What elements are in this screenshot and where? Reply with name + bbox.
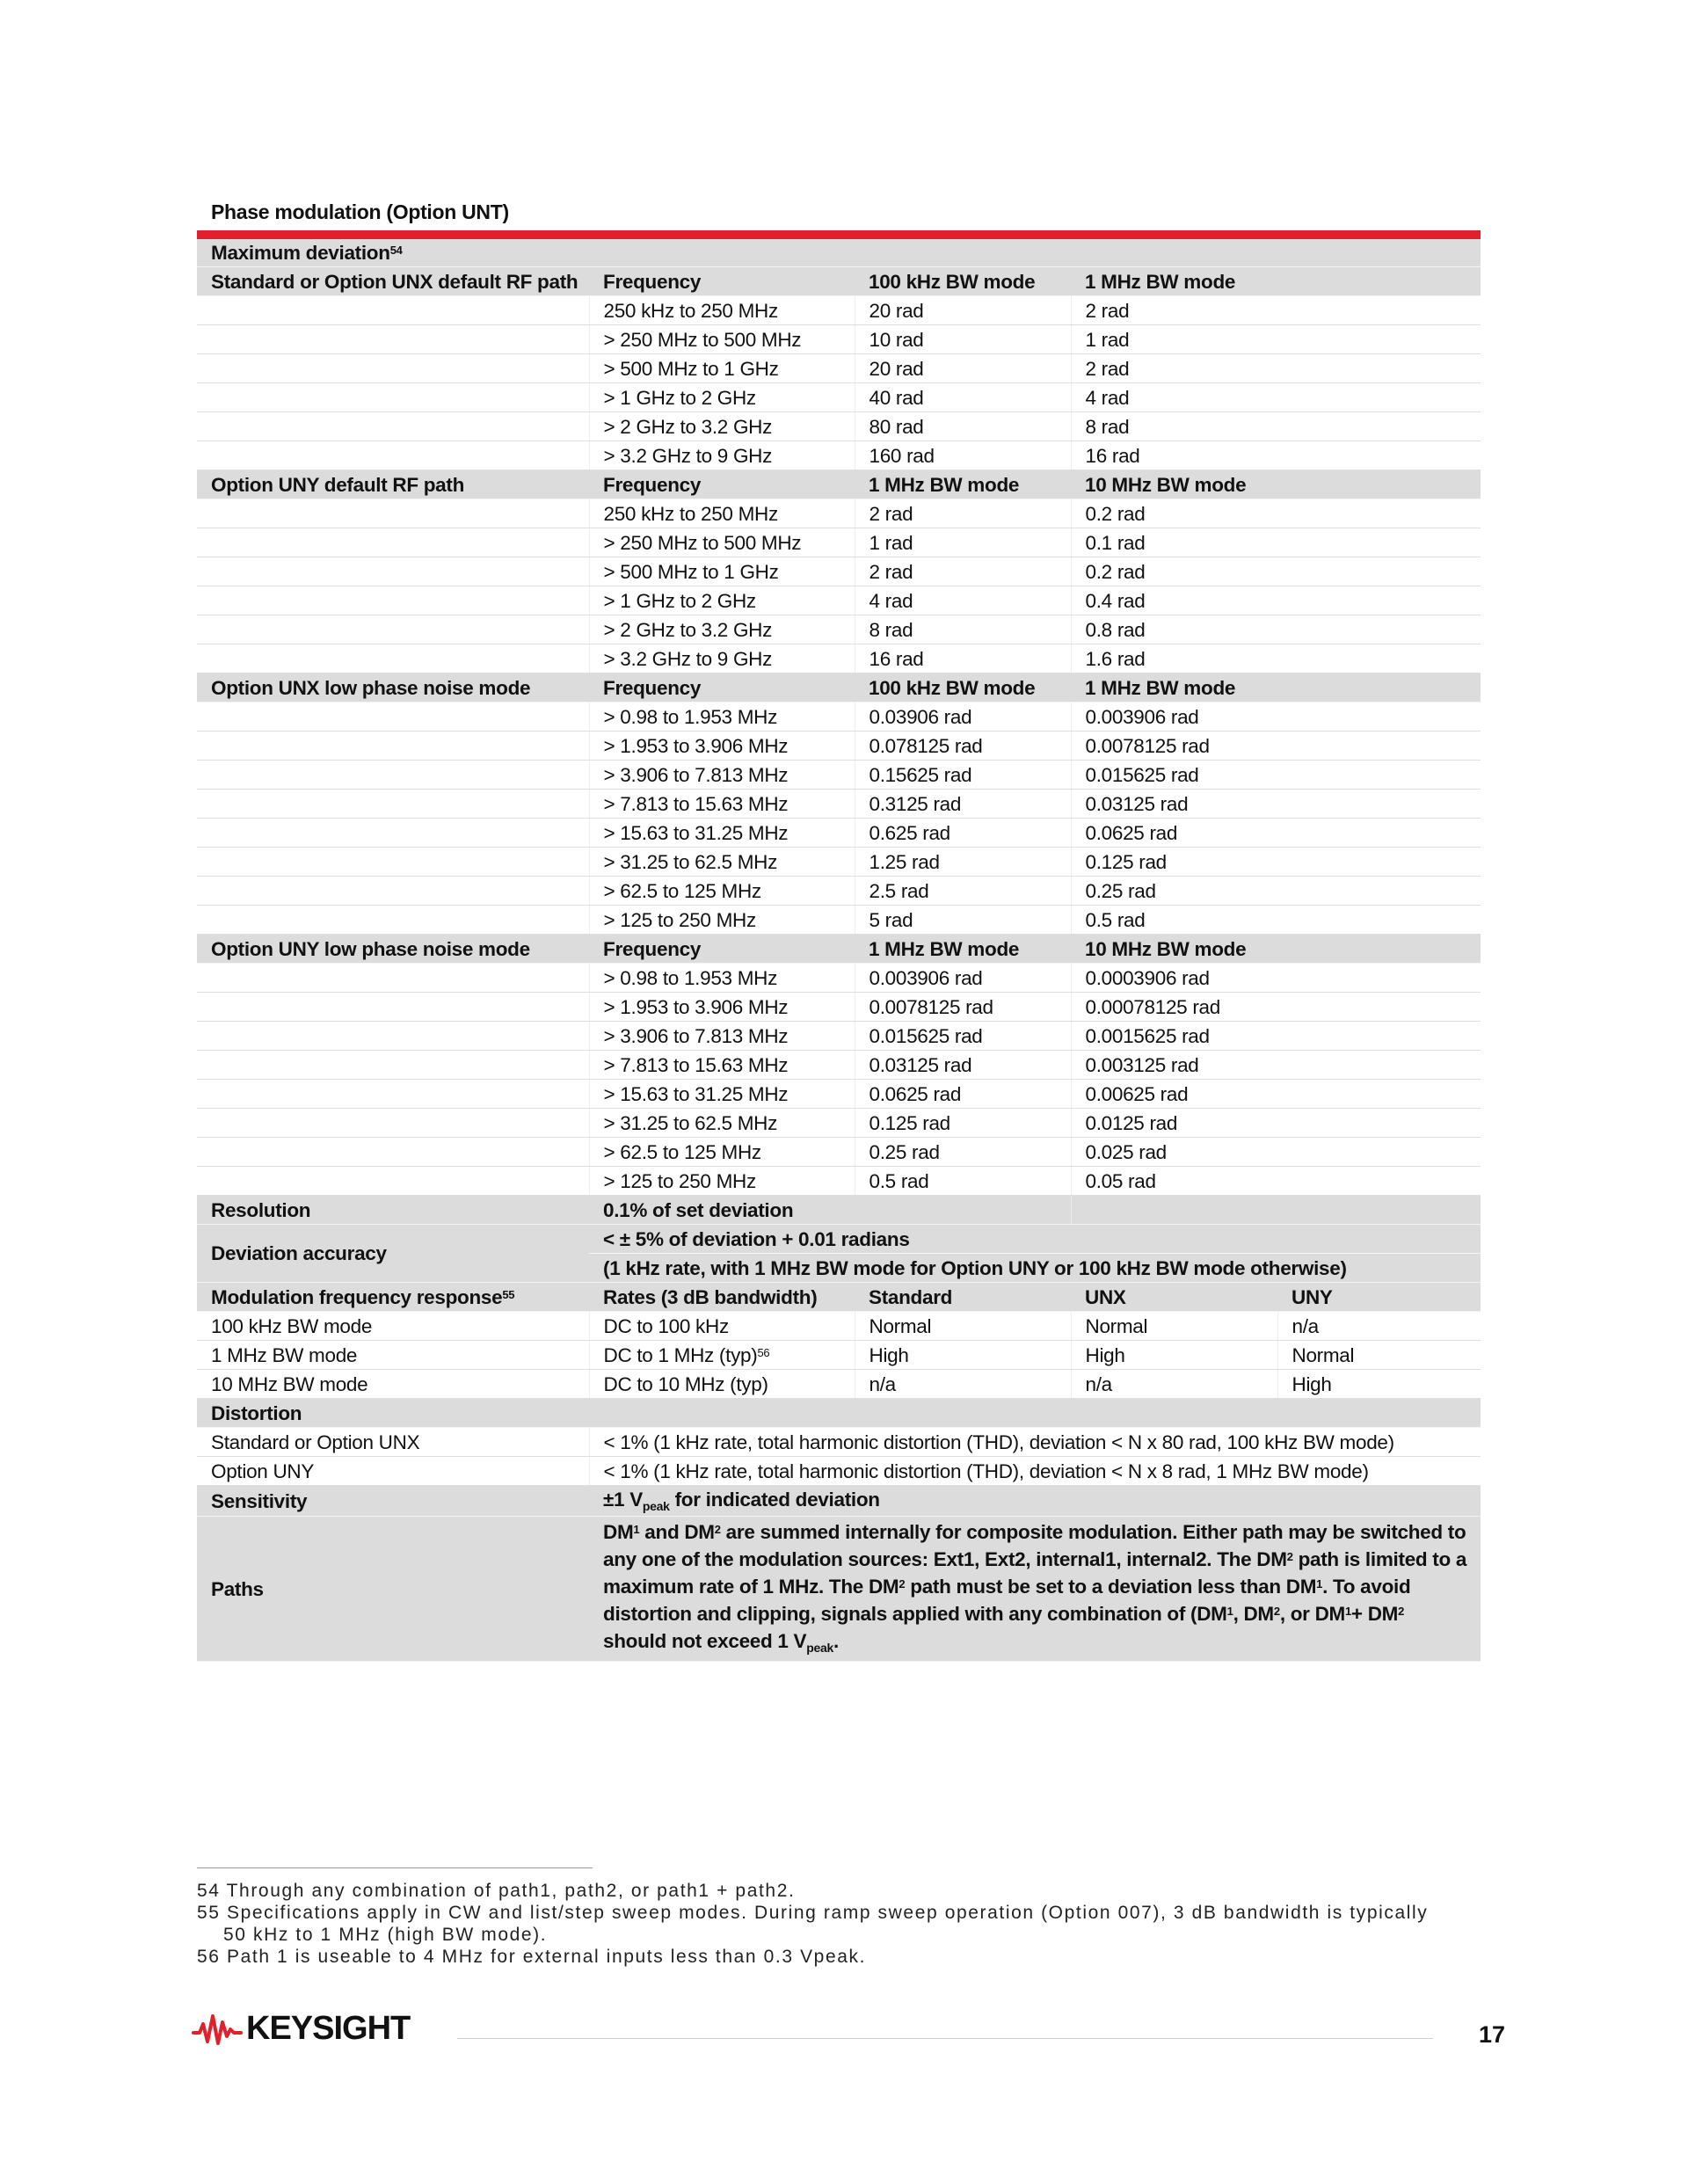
frequency-cell: > 1 GHz to 2 GHz xyxy=(589,586,855,615)
value-cell: 0.25 rad xyxy=(855,1138,1071,1167)
value-cell: 4 rad xyxy=(855,586,1071,615)
value-cell: 0.003906 rad xyxy=(1071,703,1481,732)
value-cell: 0.003906 rad xyxy=(855,964,1071,993)
footnote-rule xyxy=(197,1867,593,1868)
column-header: UNX xyxy=(1071,1283,1277,1312)
column-header: UNY xyxy=(1277,1283,1481,1312)
frequency-cell: 250 kHz to 250 MHz xyxy=(589,499,855,528)
section-header-row xyxy=(197,935,1481,964)
table-row xyxy=(197,1457,1481,1486)
value-cell: 0.625 rad xyxy=(855,819,1071,848)
section-label: Option UNY default RF path xyxy=(197,470,589,499)
frequency-cell: > 250 MHz to 500 MHz xyxy=(589,528,855,557)
table-row xyxy=(197,1109,1481,1138)
empty-cell xyxy=(197,412,589,441)
footnote-ref: 54 xyxy=(389,244,403,257)
value-cell: 0.1 rad xyxy=(1071,528,1481,557)
empty-cell xyxy=(197,1022,589,1051)
table-row xyxy=(197,528,1481,557)
value-cell: 0.015625 rad xyxy=(1071,761,1481,790)
column-header: Frequency xyxy=(589,673,855,703)
bw-mode-cell: 10 MHz BW mode xyxy=(197,1370,589,1399)
value-cell: 0.4 rad xyxy=(1071,586,1481,615)
column-header: 100 kHz BW mode xyxy=(855,673,1071,703)
column-header: 10 MHz BW mode xyxy=(1071,935,1481,964)
sensitivity-value: ±1 $V_{peak}$ for indicated deviation xyxy=(589,1486,1481,1517)
footnote-ref: 56 xyxy=(757,1345,770,1359)
value-cell: 40 rad xyxy=(855,383,1071,412)
value-cell: 10 rad xyxy=(855,325,1071,354)
modfreq-header-row xyxy=(197,1283,1481,1312)
value-cell: 20 rad xyxy=(855,354,1071,383)
section-label: Option UNX low phase noise mode xyxy=(197,673,589,703)
paths-label: Paths xyxy=(197,1517,589,1662)
empty-cell xyxy=(197,790,589,819)
value-cell: 2.5 rad xyxy=(855,877,1071,906)
value-cell: 5 rad xyxy=(855,906,1071,935)
empty-cell xyxy=(197,761,589,790)
uny-cell: High xyxy=(1277,1370,1481,1399)
footnotes xyxy=(197,1880,1481,1968)
column-header: 100 kHz BW mode xyxy=(855,267,1071,296)
table-row xyxy=(197,296,1481,325)
empty-cell xyxy=(197,1080,589,1109)
accuracy-label: Deviation accuracy xyxy=(197,1225,589,1283)
column-header: Rates (3 dB bandwidth) xyxy=(589,1283,855,1312)
table-row xyxy=(197,761,1481,790)
empty-cell xyxy=(197,354,589,383)
value-cell: 0.2 rad xyxy=(1071,499,1481,528)
value-cell: 0.125 rad xyxy=(1071,848,1481,877)
distortion-option-label: Standard or Option UNX xyxy=(197,1428,589,1457)
distortion-header-row xyxy=(197,1399,1481,1428)
frequency-cell: > 31.25 to 62.5 MHz xyxy=(589,1109,855,1138)
section-header-row xyxy=(197,673,1481,703)
empty-cell xyxy=(197,644,589,673)
value-cell: 0.05 rad xyxy=(1071,1167,1481,1196)
table-row xyxy=(197,441,1481,470)
bw-mode-cell: 100 kHz BW mode xyxy=(197,1312,589,1341)
paths-value: $DM^1$ and $DM^2$ are summed internally for composite modulation. Either path may be switched to any one of the modulation sources: Ext1, Ext2, internal1, internal2. The $DM^2$ path is limited to a maximum rate of 1 MHz. The $DM^2$ path must be set to a deviation less than $DM^1$. To avoid distortion and clipping, signals applied with any combination of ($DM^1$, $DM^2$, or $DM^1+ DM^2$ should not exceed 1 $V_{peak}$. xyxy=(589,1517,1481,1662)
sensitivity-row xyxy=(197,1486,1481,1517)
standard-cell: High xyxy=(855,1341,1071,1370)
value-cell: 0.00625 rad xyxy=(1071,1080,1481,1109)
frequency-cell: > 1 GHz to 2 GHz xyxy=(589,383,855,412)
value-cell: 1 rad xyxy=(1071,325,1481,354)
column-header: 1 MHz BW mode xyxy=(1071,673,1481,703)
value-cell: 0.15625 rad xyxy=(855,761,1071,790)
modfreq-label: Modulation frequency response$^{55}$ xyxy=(197,1283,589,1312)
value-cell: 0.0015625 rad xyxy=(1071,1022,1481,1051)
table-row xyxy=(197,1312,1481,1341)
standard-cell: Normal xyxy=(855,1312,1071,1341)
value-cell: 0.5 rad xyxy=(855,1167,1071,1196)
value-cell: 20 rad xyxy=(855,296,1071,325)
table-row xyxy=(197,1051,1481,1080)
empty-cell xyxy=(1071,1196,1481,1225)
sensitivity-label: Sensitivity xyxy=(197,1486,589,1517)
column-header: Standard xyxy=(855,1283,1071,1312)
frequency-cell: > 62.5 to 125 MHz xyxy=(589,877,855,906)
footnote-54: 54 Through any combination of path1, path2, or path1 + path2. xyxy=(197,1881,796,1901)
footnote-55: 55 Specifications apply in CW and list/step sweep modes. During ramp sweep operation (Option 007), 3 dB bandwidth is typically xyxy=(197,1903,1429,1923)
table-row xyxy=(197,790,1481,819)
frequency-cell: > 7.813 to 15.63 MHz xyxy=(589,790,855,819)
column-header: 10 MHz BW mode xyxy=(1071,470,1481,499)
value-cell: 0.8 rad xyxy=(1071,615,1481,644)
table-row xyxy=(197,703,1481,732)
footnote-55-continued: 50 kHz to 1 MHz (high BW mode). xyxy=(223,1925,548,1945)
rate-cell: DC to 100 kHz xyxy=(589,1312,855,1341)
column-header: Frequency xyxy=(589,470,855,499)
unx-cell: Normal xyxy=(1071,1312,1277,1341)
table-row xyxy=(197,615,1481,644)
value-cell: 0.025 rad xyxy=(1071,1138,1481,1167)
column-header: Frequency xyxy=(589,935,855,964)
column-header: 1 MHz BW mode xyxy=(1071,267,1481,296)
frequency-cell: > 3.906 to 7.813 MHz xyxy=(589,761,855,790)
empty-cell xyxy=(197,906,589,935)
resolution-label: Resolution xyxy=(197,1196,589,1225)
value-cell: 1.6 rad xyxy=(1071,644,1481,673)
table-row xyxy=(197,412,1481,441)
frequency-cell: > 125 to 250 MHz xyxy=(589,906,855,935)
empty-cell xyxy=(197,1138,589,1167)
frequency-cell: > 250 MHz to 500 MHz xyxy=(589,325,855,354)
value-cell: 0.0625 rad xyxy=(1071,819,1481,848)
empty-cell xyxy=(197,1051,589,1080)
footnote-56: 56 Path 1 is useable to 4 MHz for external inputs less than 0.3 Vpeak. xyxy=(197,1947,867,1967)
value-cell: 0.5 rad xyxy=(1071,906,1481,935)
value-cell: 4 rad xyxy=(1071,383,1481,412)
spec-table xyxy=(197,239,1481,1662)
value-cell: 16 rad xyxy=(1071,441,1481,470)
frequency-cell: > 0.98 to 1.953 MHz xyxy=(589,703,855,732)
frequency-cell: > 2 GHz to 3.2 GHz xyxy=(589,615,855,644)
empty-cell xyxy=(197,703,589,732)
footer-rule xyxy=(457,2038,1433,2039)
empty-cell xyxy=(197,325,589,354)
empty-cell xyxy=(197,296,589,325)
distortion-value: < 1% (1 kHz rate, total harmonic distortion (THD), deviation < N x 8 rad, 1 MHz BW mode) xyxy=(589,1457,1481,1486)
empty-cell xyxy=(197,383,589,412)
resolution-value: 0.1% of set deviation xyxy=(589,1196,1071,1225)
max-deviation-row xyxy=(197,239,1481,267)
table-row xyxy=(197,732,1481,761)
value-cell: 0.03125 rad xyxy=(855,1051,1071,1080)
empty-cell xyxy=(197,877,589,906)
empty-cell xyxy=(197,964,589,993)
empty-cell xyxy=(197,441,589,470)
standard-cell: n/a xyxy=(855,1370,1071,1399)
frequency-cell: > 7.813 to 15.63 MHz xyxy=(589,1051,855,1080)
value-cell: 0.0078125 rad xyxy=(1071,732,1481,761)
column-header: Frequency xyxy=(589,267,855,296)
table-row xyxy=(197,964,1481,993)
table-row xyxy=(197,557,1481,586)
value-cell: 160 rad xyxy=(855,441,1071,470)
table-row xyxy=(197,1167,1481,1196)
rate-cell: DC to 10 MHz (typ) xyxy=(589,1370,855,1399)
value-cell: 1.25 rad xyxy=(855,848,1071,877)
value-cell: 0.0078125 rad xyxy=(855,993,1071,1022)
value-cell: 16 rad xyxy=(855,644,1071,673)
footnote-ref: 55 xyxy=(502,1287,515,1301)
frequency-cell: > 3.2 GHz to 9 GHz xyxy=(589,441,855,470)
frequency-cell: > 31.25 to 62.5 MHz xyxy=(589,848,855,877)
value-cell: 2 rad xyxy=(855,499,1071,528)
table-row xyxy=(197,1370,1481,1399)
value-cell: 0.0003906 rad xyxy=(1071,964,1481,993)
value-cell: 0.0125 rad xyxy=(1071,1109,1481,1138)
unx-cell: High xyxy=(1071,1341,1277,1370)
frequency-cell: > 1.953 to 3.906 MHz xyxy=(589,732,855,761)
table-row xyxy=(197,1341,1481,1370)
table-row xyxy=(197,644,1481,673)
frequency-cell: > 125 to 250 MHz xyxy=(589,1167,855,1196)
table-row xyxy=(197,586,1481,615)
value-cell: 0.0625 rad xyxy=(855,1080,1071,1109)
value-cell: 0.3125 rad xyxy=(855,790,1071,819)
empty-cell xyxy=(197,499,589,528)
value-cell: 8 rad xyxy=(1071,412,1481,441)
empty-cell xyxy=(197,732,589,761)
frequency-cell: 250 kHz to 250 MHz xyxy=(589,296,855,325)
empty-cell xyxy=(197,993,589,1022)
frequency-cell: > 3.2 GHz to 9 GHz xyxy=(589,644,855,673)
section-label: Standard or Option UNX default RF path xyxy=(197,267,589,296)
frequency-cell: > 15.63 to 31.25 MHz xyxy=(589,819,855,848)
distortion-option-label: Option UNY xyxy=(197,1457,589,1486)
value-cell: 0.25 rad xyxy=(1071,877,1481,906)
value-cell: 0.015625 rad xyxy=(855,1022,1071,1051)
rate-cell: DC to 1 MHz (typ)$^{56}$ xyxy=(589,1341,855,1370)
value-cell: 0.03906 rad xyxy=(855,703,1071,732)
empty-cell xyxy=(197,819,589,848)
distortion-value: < 1% (1 kHz rate, total harmonic distortion (THD), deviation < N x 80 rad, 100 kHz BW mode) xyxy=(589,1428,1481,1457)
table-row xyxy=(197,993,1481,1022)
empty-cell xyxy=(197,586,589,615)
keysight-wave-icon xyxy=(192,2012,243,2047)
section-header-row xyxy=(197,267,1481,296)
table-row xyxy=(197,1428,1481,1457)
value-cell: 2 rad xyxy=(1071,296,1481,325)
table-row xyxy=(197,325,1481,354)
accuracy-line-2: (1 kHz rate, with 1 MHz BW mode for Option UNY or 100 kHz BW mode otherwise) xyxy=(589,1254,1481,1283)
table-row xyxy=(197,383,1481,412)
empty-cell xyxy=(197,848,589,877)
frequency-cell: > 500 MHz to 1 GHz xyxy=(589,354,855,383)
page-number: 17 xyxy=(1479,2021,1506,2048)
resolution-row xyxy=(197,1196,1481,1225)
value-cell: 0.2 rad xyxy=(1071,557,1481,586)
keysight-logo xyxy=(192,2010,410,2048)
value-cell: 1 rad xyxy=(855,528,1071,557)
empty-cell xyxy=(197,1167,589,1196)
uny-cell: Normal xyxy=(1277,1341,1481,1370)
max-deviation-label: Maximum deviation$^{54}$ xyxy=(197,239,1481,267)
table-row xyxy=(197,848,1481,877)
frequency-cell: > 500 MHz to 1 GHz xyxy=(589,557,855,586)
accuracy-row xyxy=(197,1225,1481,1254)
empty-cell xyxy=(197,615,589,644)
table-row xyxy=(197,906,1481,935)
value-cell: 80 rad xyxy=(855,412,1071,441)
empty-cell xyxy=(197,528,589,557)
table-row xyxy=(197,1138,1481,1167)
value-cell: 0.00078125 rad xyxy=(1071,993,1481,1022)
empty-cell xyxy=(197,1109,589,1138)
brand-name: KEYSIGHT xyxy=(246,2010,411,2047)
paths-row xyxy=(197,1517,1481,1662)
frequency-cell: > 0.98 to 1.953 MHz xyxy=(589,964,855,993)
table-row xyxy=(197,499,1481,528)
distortion-label: Distortion xyxy=(197,1399,1481,1428)
unx-cell: n/a xyxy=(1071,1370,1277,1399)
value-cell: 0.03125 rad xyxy=(1071,790,1481,819)
table-row xyxy=(197,819,1481,848)
value-cell: 2 rad xyxy=(1071,354,1481,383)
frequency-cell: > 3.906 to 7.813 MHz xyxy=(589,1022,855,1051)
title-rule xyxy=(197,230,1481,239)
table-row xyxy=(197,1022,1481,1051)
uny-cell: n/a xyxy=(1277,1312,1481,1341)
value-cell: 0.125 rad xyxy=(855,1109,1071,1138)
frequency-cell: > 1.953 to 3.906 MHz xyxy=(589,993,855,1022)
value-cell: 8 rad xyxy=(855,615,1071,644)
accuracy-line-1: < ± 5% of deviation + 0.01 radians xyxy=(589,1225,1481,1254)
column-header: 1 MHz BW mode xyxy=(855,935,1071,964)
table-row xyxy=(197,354,1481,383)
frequency-cell: > 62.5 to 125 MHz xyxy=(589,1138,855,1167)
value-cell: 2 rad xyxy=(855,557,1071,586)
table-row xyxy=(197,1080,1481,1109)
bw-mode-cell: 1 MHz BW mode xyxy=(197,1341,589,1370)
frequency-cell: > 2 GHz to 3.2 GHz xyxy=(589,412,855,441)
table-row xyxy=(197,877,1481,906)
value-cell: 0.003125 rad xyxy=(1071,1051,1481,1080)
section-header-row xyxy=(197,470,1481,499)
section-label: Option UNY low phase noise mode xyxy=(197,935,589,964)
empty-cell xyxy=(197,557,589,586)
column-header: 1 MHz BW mode xyxy=(855,470,1071,499)
value-cell: 0.078125 rad xyxy=(855,732,1071,761)
frequency-cell: > 15.63 to 31.25 MHz xyxy=(589,1080,855,1109)
section-title: Phase modulation (Option UNT) xyxy=(211,200,509,223)
